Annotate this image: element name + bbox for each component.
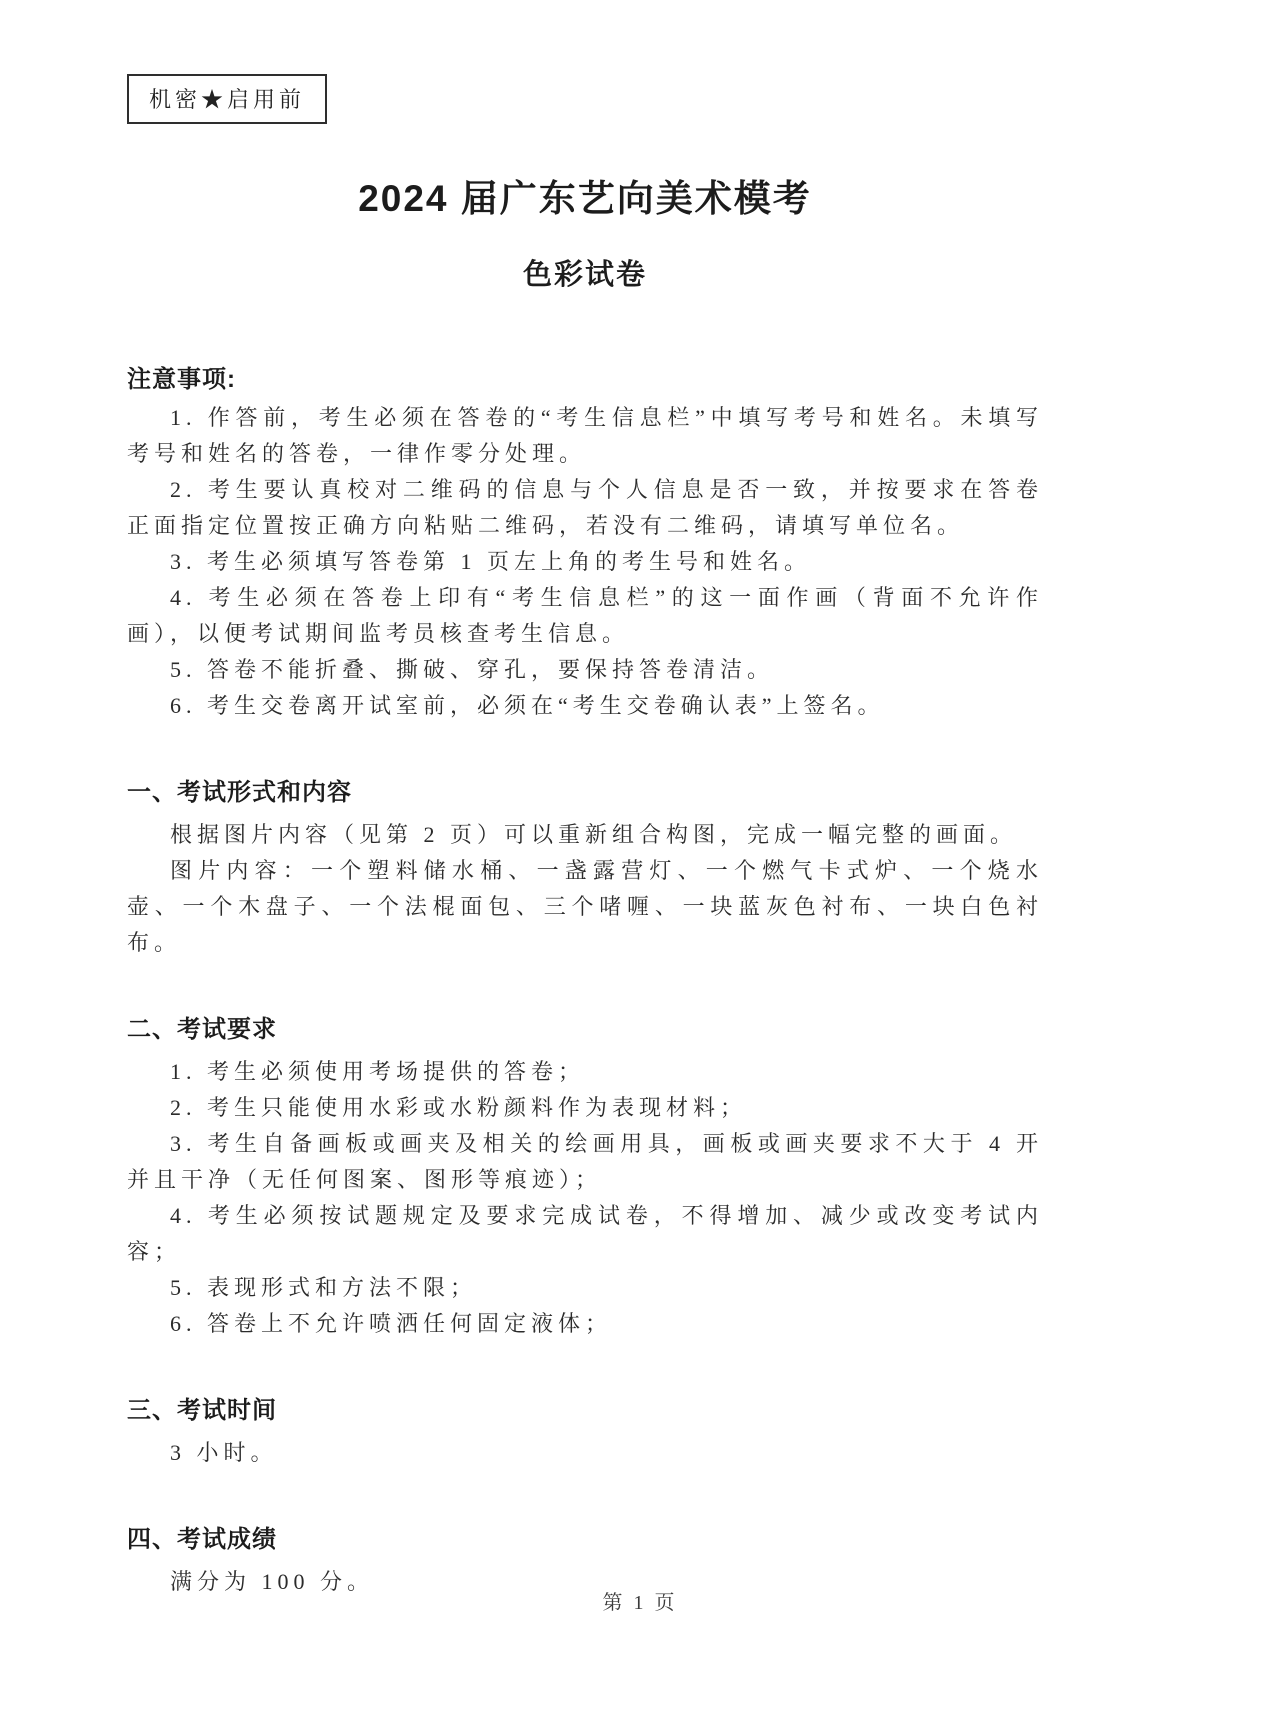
exam-title: 2024 届广东艺向美术模考 bbox=[358, 178, 812, 219]
section-exam-time bbox=[127, 1390, 1043, 1471]
section-exam-form-content bbox=[127, 772, 1043, 961]
classification-box bbox=[127, 74, 327, 124]
notice-item: 4. 考生必须在答卷上印有“考生信息栏”的这一面作画（背面不允许作画），以便考试期间监考员核查考生信息。 bbox=[127, 585, 1043, 646]
section-paragraph: 3 小时。 bbox=[170, 1440, 278, 1465]
exam-subtitle: 色彩试卷 bbox=[522, 259, 647, 291]
requirement-item: 5. 表现形式和方法不限； bbox=[170, 1275, 478, 1300]
requirement-item: 6. 答卷上不允许喷洒任何固定液体； bbox=[170, 1311, 613, 1336]
classification-label: 机密★启用前 bbox=[149, 87, 306, 112]
section-paragraph: 根据图片内容（见第 2 页）可以重新组合构图，完成一幅完整的画面。 bbox=[170, 822, 1018, 847]
notice-item: 1. 作答前，考生必须在答卷的“考生信息栏”中填写考号和姓名。未填写考号和姓名的答卷，一律作零分处理。 bbox=[127, 405, 1043, 466]
section-paragraph: 满分为 100 分。 bbox=[170, 1569, 375, 1594]
page-content bbox=[127, 0, 1043, 1600]
notice-item: 5. 答卷不能折叠、撕破、穿孔，要保持答卷清洁。 bbox=[170, 657, 775, 682]
section-heading: 三、考试时间 bbox=[127, 1397, 277, 1424]
notice-heading: 注意事项: bbox=[127, 366, 236, 393]
notice-item: 6. 考生交卷离开试室前，必须在“考生交卷确认表”上签名。 bbox=[170, 693, 885, 718]
section-heading: 四、考试成绩 bbox=[127, 1526, 277, 1553]
section-paragraph: 图片内容：一个塑料储水桶、一盏露营灯、一个燃气卡式炉、一个烧水壶、一个木盘子、一个法棍面包、三个啫喱、一块蓝灰色衬布、一块白色衬布。 bbox=[127, 858, 1043, 955]
notice-item: 2. 考生要认真校对二维码的信息与个人信息是否一致，并按要求在答卷正面指定位置按正确方向粘贴二维码，若没有二维码，请填写单位名。 bbox=[127, 477, 1043, 538]
requirement-item: 4. 考生必须按试题规定及要求完成试卷，不得增加、减少或改变考试内容； bbox=[127, 1203, 1043, 1264]
notice-item: 3. 考生必须填写答卷第 1 页左上角的考生号和姓名。 bbox=[170, 549, 812, 574]
requirement-item: 2. 考生只能使用水彩或水粉颜料作为表现材料； bbox=[170, 1095, 748, 1120]
section-heading: 一、考试形式和内容 bbox=[127, 779, 352, 806]
requirement-item: 1. 考生必须使用考场提供的答卷； bbox=[170, 1059, 586, 1084]
notice-section bbox=[127, 359, 1043, 724]
page-number: 第 1 页 bbox=[602, 1592, 678, 1614]
section-heading: 二、考试要求 bbox=[127, 1016, 277, 1043]
requirement-item: 3. 考生自备画板或画夹及相关的绘画用具，画板或画夹要求不大于 4 开并且干净（无任何图案、图形等痕迹）； bbox=[127, 1131, 1043, 1192]
section-exam-requirements bbox=[127, 1009, 1043, 1342]
